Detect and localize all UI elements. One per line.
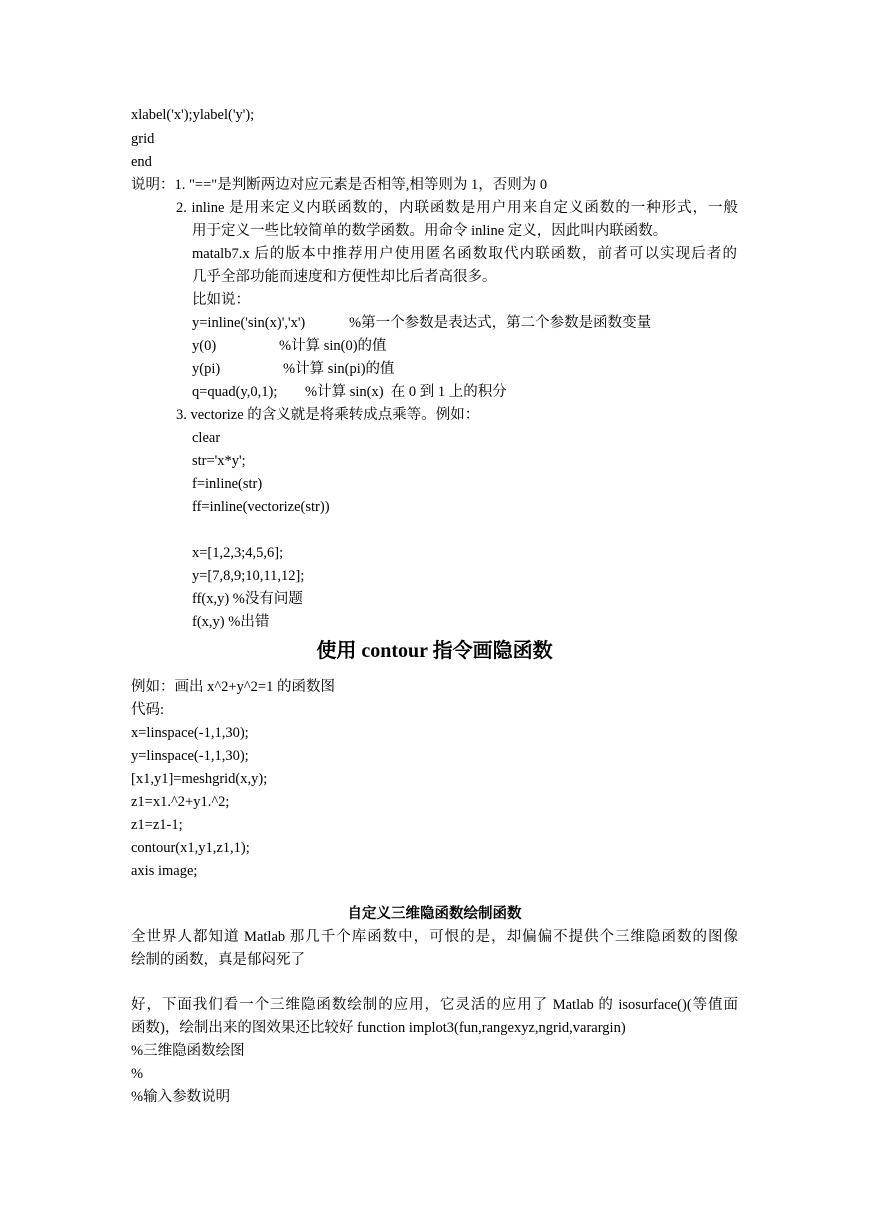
- example-quad-code: q=quad(y,0,1);: [192, 384, 278, 400]
- implot3-comment-line: %: [131, 1066, 144, 1082]
- implot3-comment-line: %输入参数说明: [131, 1089, 231, 1105]
- note-item-2-line-3: matalb7.x 后的版本中推荐用户使用匿名函数取代内联函数，前者可以实现后者的: [192, 246, 737, 262]
- note-item-2-example-label: 比如说：: [192, 292, 250, 308]
- contour-code-line: [x1,y1]=meshgrid(x,y);: [131, 771, 268, 787]
- vectorize-code-line: f(x,y) %出错: [192, 614, 270, 630]
- note-item-3: 3. vectorize 的含义就是将乘转成点乘等。例如：: [176, 407, 480, 423]
- implot3-comment-line: %三维隐函数绘图: [131, 1043, 245, 1059]
- vectorize-code-line: str='x*y';: [192, 453, 246, 469]
- example-quad-comment: %计算 sin(x) 在 0 到 1 上的积分: [305, 384, 507, 400]
- vectorize-code-line: ff(x,y) %没有问题: [192, 591, 303, 607]
- note-item-1: [131, 176, 547, 194]
- example-ypi-code: y(pi): [192, 361, 221, 377]
- contour-code-line: z1=x1.^2+y1.^2;: [131, 794, 230, 810]
- example-y0-row: [192, 337, 387, 355]
- example-quad-row: [192, 383, 507, 401]
- vectorize-code-line: clear: [192, 430, 221, 446]
- example-y0-code: y(0): [192, 338, 217, 354]
- contour-code-line: z1=z1-1;: [131, 817, 183, 833]
- code-line-end: end: [131, 154, 152, 170]
- section-heading-implot3: 自定义三维隐函数绘制函数: [347, 906, 522, 922]
- example-inline-code: y=inline('sin(x)','x'): [192, 315, 306, 331]
- contour-code-line: axis image;: [131, 863, 198, 879]
- contour-example-text: 例如：画出 x^2+y^2=1 的函数图: [131, 679, 335, 695]
- contour-code-line: x=linspace(-1,1,30);: [131, 725, 249, 741]
- example-y0-comment: %计算 sin(0)的值: [279, 338, 387, 354]
- vectorize-code-line: y=[7,8,9;10,11,12];: [192, 568, 305, 584]
- note-item-2-line-1: 2. inline 是用来定义内联函数的，内联函数是用户用来自定义函数的一种形式，一般: [176, 200, 738, 216]
- implot3-paragraph-2-line-2: 函数)，绘制出来的图效果还比较好 function implot3(fun,rangexyz,ngrid,varargin): [131, 1020, 626, 1036]
- vectorize-code-line: f=inline(str): [192, 476, 263, 492]
- implot3-paragraph-2-line-1: 好，下面我们看一个三维隐函数绘制的应用，它灵活的应用了 Matlab 的 isosurface()(等值面: [131, 997, 738, 1013]
- note-item-1-text: 1. "=="是判断两边对应元素是否相等,相等则为 1，否则为 0: [174, 177, 548, 193]
- example-ypi-comment: %计算 sin(pi)的值: [283, 361, 395, 377]
- contour-code-label: 代码:: [131, 702, 165, 718]
- vectorize-code-line: ff=inline(vectorize(str)): [192, 499, 330, 515]
- note-item-2-line-2: 用于定义一些比较简单的数学函数。用命令 inline 定义，因此叫内联函数。: [192, 223, 668, 239]
- code-line-xlabel: xlabel('x');ylabel('y');: [131, 107, 255, 123]
- note-item-2-line-4: 几乎全部功能而速度和方便性却比后者高很多。: [192, 269, 497, 285]
- contour-code-line: contour(x1,y1,z1,1);: [131, 840, 250, 856]
- example-inline-comment: %第一个参数是表达式，第二个参数是函数变量: [349, 315, 652, 331]
- contour-code-line: y=linspace(-1,1,30);: [131, 748, 249, 764]
- implot3-paragraph-1-line-2: 绘制的函数，真是郁闷死了: [131, 952, 305, 968]
- notes-label: 说明：: [131, 177, 175, 193]
- example-inline-row: [192, 314, 651, 332]
- code-line-grid: grid: [131, 131, 155, 147]
- implot3-paragraph-1-line-1: 全世界人都知道 Matlab 那几千个库函数中，可恨的是，却偏偏不提供个三维隐函数的图像: [131, 929, 738, 945]
- vectorize-code-line: x=[1,2,3;4,5,6];: [192, 545, 284, 561]
- example-ypi-row: [192, 360, 395, 378]
- section-heading-contour: 使用 contour 指令画隐函数: [316, 640, 553, 662]
